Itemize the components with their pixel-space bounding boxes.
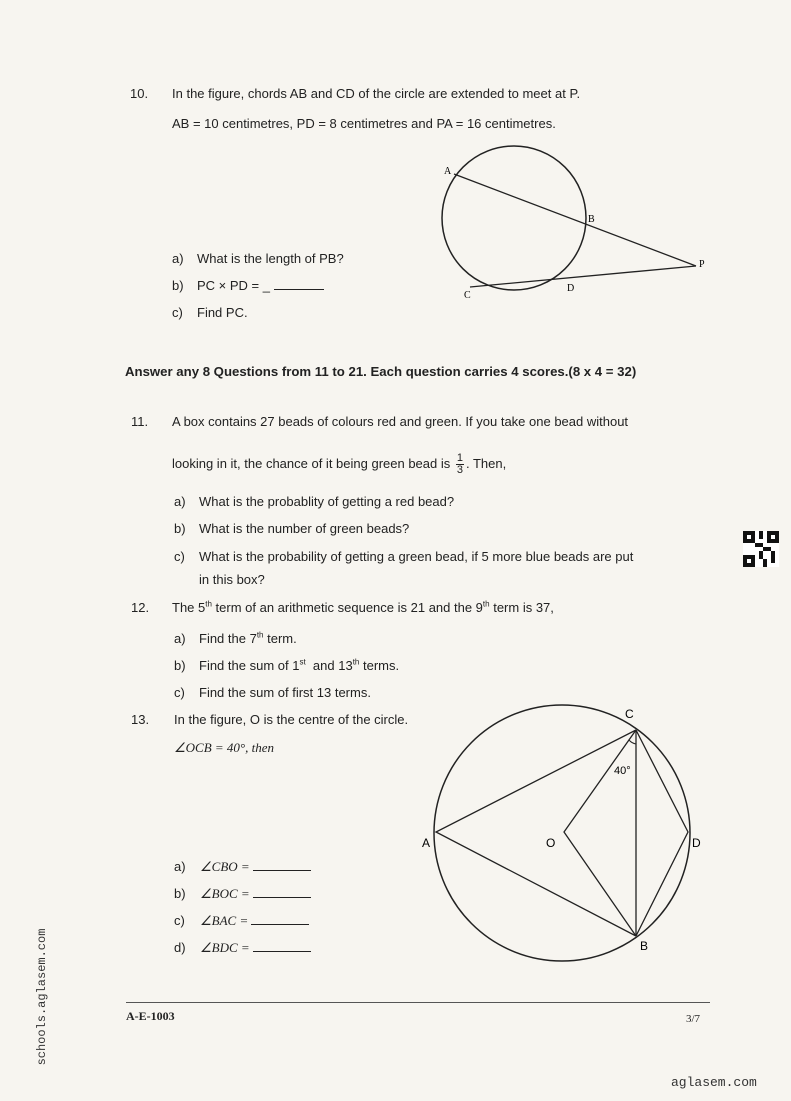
qr-code-icon xyxy=(743,531,779,567)
q11-frac-num: 1 xyxy=(456,452,463,464)
q13-figure xyxy=(420,700,720,975)
q12-number: 12. xyxy=(131,600,150,615)
q12-b-sup2: th xyxy=(352,657,360,667)
q13-line2: ∠OCB = 40°, then xyxy=(174,740,275,755)
section-heading: Answer any 8 Questions from 11 to 21. Each question carries 4 scores.(8 x 4 = 32) xyxy=(125,364,637,379)
q10-line2: AB = 10 centimetres, PD = 8 centimetres and PA = 16 centimetres. xyxy=(172,116,556,131)
q11-c-text: What is the probability of getting a green bead, if 5 more blue beads are put xyxy=(199,549,634,564)
q11-line2-pre: looking in it, the chance of it being green bead is xyxy=(172,455,451,471)
q12-b-mid: and 13 xyxy=(305,658,353,673)
q11-frac-den: 3 xyxy=(456,464,463,476)
q13-label-o: O xyxy=(546,836,556,850)
q10-label-p: P xyxy=(699,259,705,270)
q13-angle-arc xyxy=(629,740,636,744)
q11-line1: A box contains 27 beads of colours red and green. If you take one bead without xyxy=(172,414,629,429)
q12-line xyxy=(172,600,554,616)
answer-blank xyxy=(253,887,311,898)
q13-circle xyxy=(434,705,690,961)
q10-b-label: b) xyxy=(172,278,184,293)
q10-label-d: D xyxy=(567,283,575,294)
q10-label-b: B xyxy=(588,214,595,225)
q12-b-text xyxy=(199,658,399,674)
q12-c-label: c) xyxy=(174,685,185,700)
q10-number: 10. xyxy=(130,86,149,101)
q13-a-expr: ∠CBO = xyxy=(200,859,250,874)
q12-a-post: term. xyxy=(263,631,297,646)
q11-c-label: c) xyxy=(174,549,185,564)
q10-b-expr: PC × PD = _ xyxy=(197,278,270,293)
q10-line-cp xyxy=(470,266,696,287)
q12-line-post: term is 37, xyxy=(489,600,554,615)
q13-a-text xyxy=(200,859,311,875)
answer-blank xyxy=(253,941,311,952)
q13-label-b: B xyxy=(640,939,649,953)
q12-a-label: a) xyxy=(174,631,186,646)
q10-c-label: c) xyxy=(172,305,183,320)
q11-b-text: What is the number of green beads? xyxy=(199,521,410,536)
q12-line-mid: term of an arithmetic sequence is 21 and the 9 xyxy=(211,600,483,615)
q12-a-text xyxy=(199,631,297,647)
q13-c-expr: ∠BAC = xyxy=(200,913,249,928)
q12-c-text: Find the sum of first 13 terms. xyxy=(199,685,371,700)
q13-angle-label: 40° xyxy=(614,765,631,777)
q11-fraction xyxy=(456,453,464,476)
q10-line1: In the figure, chords AB and CD of the circle are extended to meet at P. xyxy=(172,86,581,101)
q10-c-text: Find PC. xyxy=(197,305,248,320)
q12-b-post: terms. xyxy=(359,658,400,673)
q10-label-c: C xyxy=(464,290,471,301)
q10-a-text: What is the length of PB? xyxy=(197,251,344,266)
q13-d-expr: ∠BDC = xyxy=(200,940,250,955)
q10-circle xyxy=(442,146,586,290)
footer-code: A-E-1003 xyxy=(126,1009,175,1023)
q11-a-label: a) xyxy=(174,494,186,509)
q12-sup1: th xyxy=(205,599,212,609)
q10-label-a: A xyxy=(444,166,452,177)
q10-a-label: a) xyxy=(172,251,184,266)
q13-b-text xyxy=(200,886,311,902)
answer-blank xyxy=(251,914,309,925)
q13-lines-ac-ab xyxy=(436,730,636,936)
q12-b-sup1: st xyxy=(299,657,306,667)
q13-a-label: a) xyxy=(174,859,186,874)
q10-figure xyxy=(420,140,720,310)
q13-number: 13. xyxy=(131,712,150,727)
q11-a-text: What is the probablity of getting a red bead? xyxy=(199,494,455,509)
footer-divider xyxy=(126,1002,710,1003)
q11-line2-post: . Then, xyxy=(466,455,507,471)
q13-c-text xyxy=(200,913,309,929)
footer-page: 3/7 xyxy=(686,1013,701,1025)
q12-a-sup: th xyxy=(256,630,264,640)
q13-b-label: b) xyxy=(174,886,186,901)
q13-label-d: D xyxy=(692,836,701,850)
q10-b-text xyxy=(197,278,324,294)
answer-blank xyxy=(274,279,324,290)
q13-label-c: C xyxy=(625,707,634,721)
q13-d-label: d) xyxy=(174,940,186,955)
q12-sup2: th xyxy=(482,599,490,609)
q13-b-expr: ∠BOC = xyxy=(200,886,250,901)
q11-b-label: b) xyxy=(174,521,186,536)
q13-line1: In the figure, O is the centre of the circle. xyxy=(174,712,409,727)
q13-d-text xyxy=(200,940,311,956)
q12-a-pre: Find the 7 xyxy=(199,631,257,646)
q13-lines-cd-db xyxy=(636,730,688,936)
q12-b-label: b) xyxy=(174,658,186,673)
q11-line2 xyxy=(172,453,506,476)
side-watermark: schools.aglasem.com xyxy=(35,928,49,1066)
q12-b-pre: Find the sum of 1 xyxy=(199,658,300,673)
q11-number: 11. xyxy=(131,414,149,429)
q13-c-label: c) xyxy=(174,913,185,928)
q11-c-text2: in this box? xyxy=(199,572,265,587)
bottom-watermark: aglasem.com xyxy=(671,1075,757,1090)
q10-line-ap xyxy=(454,174,696,266)
answer-blank xyxy=(253,860,311,871)
q12-line-pre: The 5 xyxy=(172,600,206,615)
q13-label-a: A xyxy=(422,836,431,850)
